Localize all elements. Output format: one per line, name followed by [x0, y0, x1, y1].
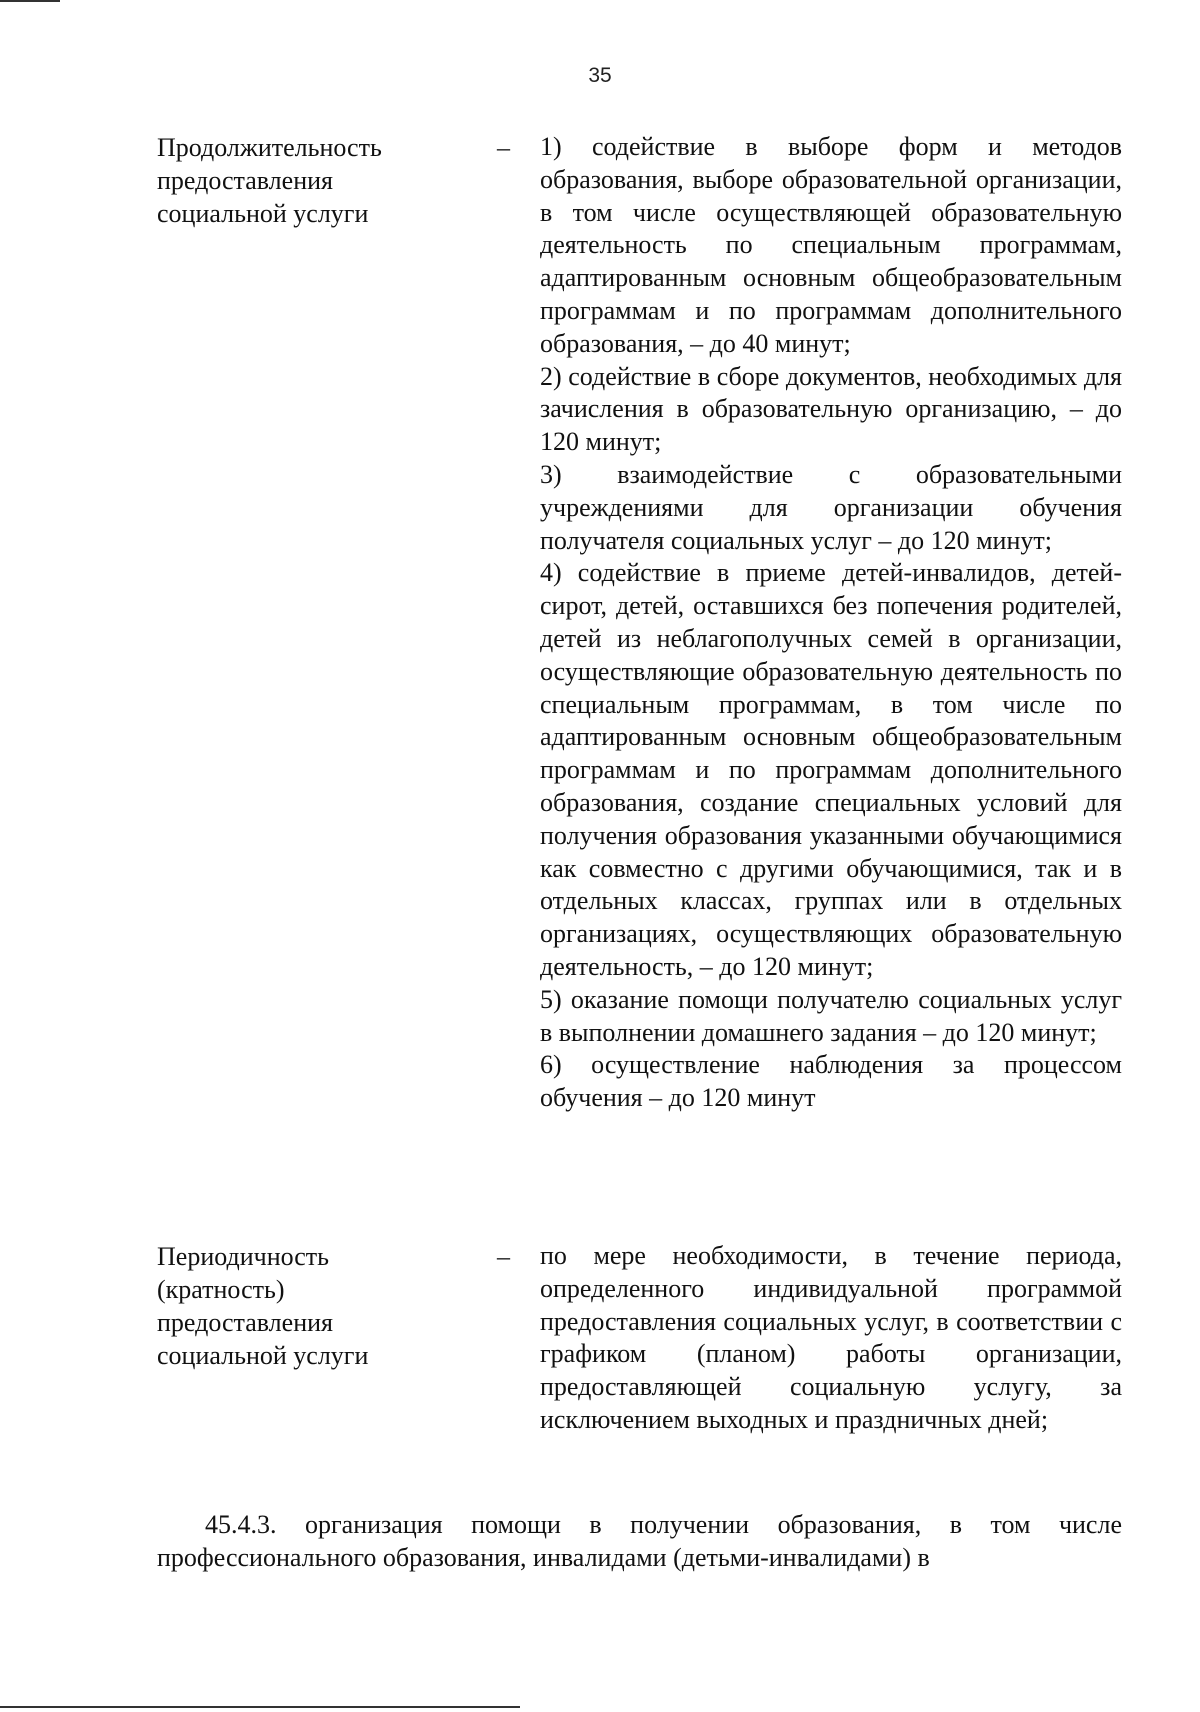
- list-item: 4) содействие в приеме детей-инвалидов, детей-сирот, детей, оставшихся без попечения родителей, детей из неблагополучных семей в организации, осуществляющие образовательную деятельность по специальным программам, в том числе по адаптированным основным общеобразовательным программам и по программам дополнительного образования, создание специальных условий для получения образования указанными обучающимися как совместно с другими обучающимися, так и в отдельных классах, группах или в отдельных организациях, осуществляющих образовательную деятельность, – до 120 минут;: [540, 558, 1122, 981]
- row-label: [157, 131, 457, 230]
- row-content: [540, 131, 1122, 1115]
- row-dash: –: [497, 133, 510, 162]
- list-item: 3) взаимодействие с образовательными учреждениями для организации обучения получателя социальных услуг – до 120 минут;: [540, 459, 1122, 555]
- list-item: по мере необходимости, в течение периода, определенного индивидуальной программой предоставления социальных услуг, в соответствии с графиком (планом) работы организации, предоставляющей социальную услугу, за исключением выходных и праздничных дней;: [540, 1241, 1122, 1434]
- scan-edge-top: [0, 0, 60, 2]
- row-label-line: Продолжительность: [157, 133, 382, 162]
- scan-edge-bottom: [0, 1706, 520, 1708]
- row-content: [540, 1240, 1122, 1437]
- page-number: 35: [588, 64, 612, 87]
- list-item: 5) оказание помощи получателю социальных услуг в выполнении домашнего задания – до 120 минут;: [540, 984, 1122, 1047]
- row-label-line: предоставления: [157, 1308, 333, 1337]
- row-dash: –: [497, 1242, 510, 1271]
- list-item: 6) осуществление наблюдения за процессом обучения – до 120 минут: [540, 1050, 1122, 1113]
- row-label: [157, 1240, 457, 1372]
- row-label-line: социальной услуги: [157, 199, 369, 228]
- section-paragraph: 45.4.3. организация помощи в получении образования, в том числе профессионального образования, инвалидами (детьми-инвалидами) в: [157, 1510, 1122, 1572]
- list-item: 1) содействие в выборе форм и методов образования, выборе образовательной организации, в том числе осуществляющей образовательную деятельность по специальным программам, адаптированным основным общеобразовательным программам и по программам дополнительного образования, – до 40 минут;: [540, 132, 1122, 358]
- list-item: 2) содействие в сборе документов, необходимых для зачисления в образовательную организацию, – до 120 минут;: [540, 361, 1122, 457]
- row-label-line: социальной услуги: [157, 1341, 369, 1370]
- row-label-line: (кратность): [157, 1275, 285, 1304]
- row-label-line: Периодичность: [157, 1242, 330, 1271]
- row-label-line: предоставления: [157, 166, 333, 195]
